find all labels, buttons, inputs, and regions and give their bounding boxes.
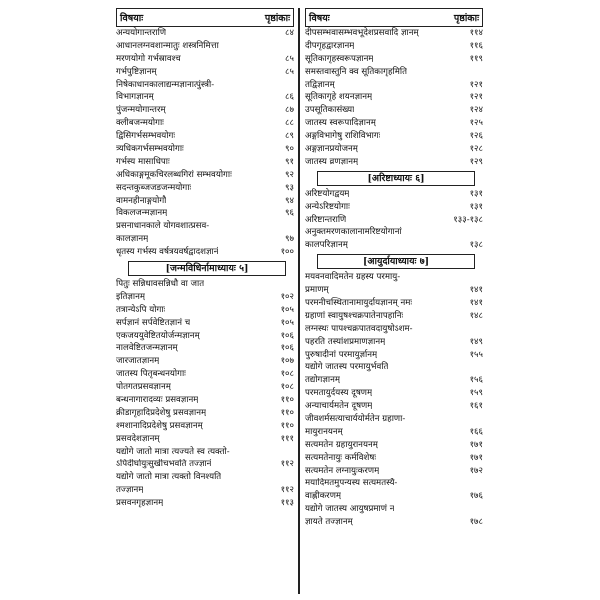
toc-entry-page: १२६	[469, 131, 483, 142]
toc-entry-title: कालपरिज्ञानम्	[305, 240, 348, 251]
toc-entry-page: ९४	[285, 195, 294, 206]
toc-entry	[305, 284, 483, 297]
toc-entry-title: तद्योगज्ञानम्	[305, 375, 341, 386]
toc-entry	[305, 117, 483, 130]
toc-entry-title: कालज्ञानम्	[116, 234, 149, 245]
toc-entry	[116, 446, 294, 459]
toc-entry-title: उपसूतिकासंख्या	[305, 105, 355, 116]
right-header-title: विषयः	[309, 13, 330, 24]
toc-entry	[305, 349, 483, 362]
toc-entry-title: यद्योगे जातस्य परमायुर्भवति	[305, 362, 389, 373]
toc-entry-title: क्लीबजन्मयोगाः	[116, 118, 164, 129]
toc-entry-page: १५६	[469, 375, 483, 386]
right-column-header	[305, 8, 483, 27]
toc-entry	[116, 220, 294, 233]
toc-entry-page: ११९	[469, 53, 483, 64]
toc-entry-title: तज्ज्ञानम्	[116, 485, 144, 496]
left-entries	[116, 27, 294, 259]
toc-entry-page: १७१	[469, 439, 483, 450]
toc-entry-page: १०५	[280, 304, 294, 315]
toc-entry	[305, 297, 483, 310]
toc-entry-title: परमतायुर्दयस्य दूषणम्	[305, 388, 373, 399]
toc-entry-page: ९६	[285, 208, 294, 219]
toc-entry-page: ८४	[285, 27, 294, 38]
toc-entry-page: ११३	[280, 498, 294, 509]
toc-entry	[116, 104, 294, 117]
toc-entry	[116, 317, 294, 330]
toc-entry-title: सदन्तकुब्जजडजन्मयोगाः	[116, 182, 192, 193]
toc-entry	[305, 104, 483, 117]
toc-entry-page: १३८	[469, 240, 483, 251]
toc-entry	[116, 394, 294, 407]
toc-entry-title: अन्ययोगान्तराणि	[116, 27, 167, 38]
toc-entry	[305, 156, 483, 169]
toc-entry-page: १६१	[469, 401, 483, 412]
toc-entry-page: १३१	[469, 188, 483, 199]
toc-entry	[305, 400, 483, 413]
toc-entry-page: १२१	[469, 79, 483, 90]
toc-entry	[305, 53, 483, 66]
toc-entry	[305, 188, 483, 201]
toc-entry-title: प्रसवनगृहज्ञानम्	[116, 498, 164, 509]
toc-entry	[305, 413, 483, 426]
toc-entry	[305, 239, 483, 252]
toc-entry-page: ९०	[285, 144, 294, 154]
toc-entry-title: यद्योगे जातस्य आयुषप्रमाणं न	[305, 504, 395, 515]
toc-entry-title: अरिष्टान्तराणि	[305, 214, 347, 225]
toc-entry-page: १११	[280, 433, 294, 444]
toc-entry-page: ८८	[285, 118, 294, 129]
toc-entry	[116, 117, 294, 130]
toc-entry-page: ८५	[285, 53, 294, 64]
toc-entry	[116, 91, 294, 104]
toc-entry-title: ऽपिदीर्घायुःसुखीचभवति तज्ज्ञानं	[116, 459, 212, 470]
toc-entry-title: अन्याचार्यमतेन दूषणम्	[305, 401, 373, 412]
toc-entry	[116, 278, 294, 291]
toc-entry-page: १२१	[469, 92, 483, 103]
toc-entry	[305, 27, 483, 40]
left-section-heading: [जन्मविधिर्नामाध्यायः ५]	[128, 261, 286, 276]
toc-entry-page: १७६	[469, 491, 483, 502]
toc-entry-title: सूतिकागृहे शयनज्ञानम्	[305, 92, 373, 103]
toc-entry	[305, 271, 483, 284]
toc-entry-page: ११४	[469, 27, 483, 38]
toc-entry-title: यद्योगे जातो मात्रा त्यक्तो विनश्यति	[116, 472, 222, 483]
right-entries-3	[305, 271, 483, 529]
toc-entry	[116, 368, 294, 381]
toc-entry-page: १७२	[469, 465, 483, 476]
toc-entry	[305, 201, 483, 214]
toc-entry-page: १७१	[469, 452, 483, 463]
left-entries-2	[116, 278, 294, 510]
toc-entry	[116, 355, 294, 368]
column-divider	[298, 8, 300, 594]
toc-entry	[305, 40, 483, 53]
toc-entry-page: ११२	[280, 485, 294, 496]
toc-entry-title: सर्पज्ञानं सर्पवेष्टितज्ञानं च	[116, 317, 191, 328]
toc-entry-page: १०२	[280, 291, 294, 302]
toc-entry	[305, 91, 483, 104]
toc-entry-title: आधानलग्नवशान्मातुः शस्त्रनिमित्ता	[116, 40, 219, 51]
toc-entry	[305, 374, 483, 387]
right-entries	[305, 27, 483, 169]
toc-entry-page: १५५	[469, 349, 483, 360]
toc-entry-page: १२५	[469, 118, 483, 129]
toc-entry-page: ११०	[280, 395, 294, 406]
toc-entry-title: अनुक्तमरणकालानामरिष्टयोगानां	[305, 227, 402, 238]
toc-entry-title: धृतस्य गर्भस्य वर्षत्रयवर्षद्वादशज्ञानं	[116, 247, 219, 258]
toc-entry	[305, 387, 483, 400]
toc-entry-page: १३१	[469, 201, 483, 212]
toc-entry-title: प्रमाणम्	[305, 285, 329, 296]
toc-entry-page: १०७	[280, 356, 294, 367]
toc-entry-page: १६६	[469, 426, 483, 437]
left-column-header	[116, 8, 294, 27]
toc-entry	[116, 79, 294, 92]
toc-entry-title: अङ्गविभागेषु राशिविभागः	[305, 131, 381, 142]
toc-entry-title: अरिष्टयोगद्वयम्	[305, 188, 350, 199]
toc-entry	[116, 291, 294, 304]
toc-entry	[305, 323, 483, 336]
toc-entry-page: ८७	[285, 105, 294, 116]
toc-entry	[116, 381, 294, 394]
right-section-heading-2: [आयुर्दायाध्यायः ७]	[317, 254, 475, 269]
toc-entry	[116, 169, 294, 182]
toc-entry-title: पुरुषादीनां परमायुर्ज्ञानम्	[305, 349, 378, 360]
toc-entry-page: ९७	[285, 234, 294, 245]
toc-entry	[305, 214, 483, 227]
toc-entry-page: १७८	[469, 517, 483, 528]
toc-entry-title: पोतगतप्रसवज्ञानम्	[116, 382, 171, 393]
toc-entry	[116, 304, 294, 317]
toc-entry-title: गर्भपुष्टिज्ञानम्	[116, 66, 157, 77]
toc-entry	[305, 465, 483, 478]
toc-entry	[305, 336, 483, 349]
toc-entry	[116, 433, 294, 446]
toc-entry-title: मयवनवादिमतेन ग्रहस्य परमायु-	[305, 272, 401, 283]
toc-entry	[305, 439, 483, 452]
toc-entry-title: इतिज्ञानम्	[116, 291, 145, 302]
toc-entry-title: सत्यमतेनायुः कर्मविशेषः	[305, 452, 377, 463]
toc-entry-title: वामनहीनाङ्गयोगौ	[116, 195, 167, 206]
toc-entry	[305, 516, 483, 529]
toc-entry-page: १०६	[280, 343, 294, 354]
toc-entry-title: दीपसम्भवासम्भवभूदेशप्रसवादि ज्ञानम्	[305, 27, 419, 38]
toc-entry	[116, 182, 294, 195]
toc-entry	[305, 490, 483, 503]
toc-entry-page: १४९	[469, 336, 483, 347]
toc-entry-title: जातस्य पितृबन्धनयोगाः	[116, 369, 186, 380]
toc-entry	[116, 471, 294, 484]
toc-entry-page: १२४	[469, 105, 483, 116]
toc-entry-page: १००	[280, 247, 294, 258]
toc-entry-title: अन्येऽरिष्टयोगाः	[305, 201, 350, 212]
toc-entry-title: द्विसिगर्भसम्भवयोगः	[116, 131, 176, 142]
toc-entry-title: अङ्गज्ञानप्रयोजनम्	[305, 144, 358, 154]
toc-entry-page: १२९	[469, 156, 483, 167]
toc-entry	[116, 195, 294, 208]
toc-entry-page: १४१	[469, 298, 483, 309]
toc-entry-page: ११२	[280, 459, 294, 470]
toc-entry	[116, 66, 294, 79]
toc-entry-page: १०६	[280, 330, 294, 341]
toc-entry-page: ९१	[285, 156, 294, 167]
toc-entry-title: जातस्य व्रणज्ञानम्	[305, 156, 359, 167]
toc-entry	[305, 361, 483, 374]
toc-entry-title: पहरति तस्यांशप्रमाणज्ञानम्	[305, 336, 386, 347]
toc-entry-title: समस्तवास्तुनि क्व सूतिकागृहमिति	[305, 66, 408, 77]
toc-entry-title: विभागज्ञानम्	[116, 92, 154, 103]
toc-entry-title: एकजययुवेष्टितयोर्जन्मज्ञानम्	[116, 330, 200, 341]
toc-entry-title: सत्यमतेन लग्नायुःकरणम्	[305, 465, 380, 476]
toc-entry-title: सूतिकागृहस्वरूपज्ञानम्	[305, 53, 374, 64]
toc-entry	[116, 156, 294, 169]
toc-entry-page: १०५	[280, 317, 294, 328]
toc-entry-page: ८९	[285, 131, 294, 142]
toc-entry-title: त्र्यधिकगर्भसम्भवयोगाः	[116, 144, 184, 154]
toc-entry-page: ११६	[469, 40, 483, 51]
toc-entry	[305, 503, 483, 516]
toc-entry-title: पुंजन्मयोगान्तरम्	[116, 105, 166, 116]
toc-entry-page: ८६	[285, 92, 294, 103]
toc-entry	[116, 40, 294, 53]
toc-entry-title: गर्भस्य मासाधिपाः	[116, 156, 170, 167]
toc-entry-page: ११०	[280, 420, 294, 431]
toc-entry	[116, 233, 294, 246]
toc-entry-page: ९३	[285, 182, 294, 193]
toc-entry-title: प्रसवदेशज्ञानम्	[116, 433, 160, 444]
toc-entry-title: जारजातज्ञानम्	[116, 356, 160, 367]
toc-entry-title: तद्विज्ञानम्	[305, 79, 335, 90]
toc-entry-page: ११०	[280, 407, 294, 418]
toc-entry-title: नालवेष्टितजन्मज्ञानम्	[116, 343, 178, 354]
toc-entry-title: सत्यमतेन ग्रहायुरानयनम्	[305, 439, 378, 450]
toc-entry	[116, 53, 294, 66]
right-section-heading: [अरिष्टाध्यायः ६]	[317, 171, 475, 186]
left-header-title: विषयाः	[120, 13, 144, 24]
toc-entry	[305, 310, 483, 323]
toc-entry	[116, 497, 294, 510]
toc-entry-page: १४८	[469, 310, 483, 321]
toc-entry-title: मायुरानयनम्	[305, 426, 343, 437]
toc-entry	[116, 207, 294, 220]
toc-entry-page: १५९	[469, 388, 483, 399]
toc-entry	[116, 484, 294, 497]
toc-entry-title: यद्योगे जातो मात्रा त्यज्यते स्व त्यक्तो-	[116, 446, 230, 457]
toc-entry-title: वाह्णीकरणम्	[305, 491, 342, 502]
toc-entry-page: ८५	[285, 66, 294, 77]
toc-entry	[116, 330, 294, 343]
toc-entry-title: जीवशर्मसत्याचार्ययोर्मतेन ग्रहाणा-	[305, 414, 406, 425]
toc-entry	[305, 66, 483, 79]
toc-entry-title: ग्रहाणां स्वायुषश्चक्रपातेनापहानिः	[305, 310, 404, 321]
toc-entry-title: लग्नस्थः पापश्चक्रपातवदायुषोऽशम-	[305, 323, 413, 334]
toc-entry	[116, 246, 294, 259]
toc-entry-page: १०८	[280, 369, 294, 380]
toc-entry	[116, 130, 294, 143]
toc-entry	[116, 342, 294, 355]
toc-entry-title: विकलजन्मज्ञानम्	[116, 208, 168, 219]
toc-entry	[116, 459, 294, 472]
toc-entry-title: पितुः सन्निधावसन्निधौ वा जात	[116, 279, 205, 290]
toc-entry-title: परमनीचस्थितानामायुर्दायज्ञानम् नमः	[305, 298, 413, 309]
toc-entry	[116, 407, 294, 420]
toc-entry-title: प्रसनाधानकाले योगवशात्प्रसव-	[116, 221, 210, 232]
toc-entry-title: ज्ञायते तज्ज्ञानम्	[305, 517, 353, 528]
right-header-page: पृष्ठांकाः	[453, 13, 479, 24]
toc-entry-page: ९२	[285, 169, 294, 180]
toc-entry-page: १२८	[469, 144, 483, 154]
left-header-page: पृष्ठांकाः	[264, 13, 290, 24]
toc-entry-page: १३३-१३८	[453, 214, 483, 225]
toc-entry-title: बन्धनागारादव्यः प्रसवज्ञानम्	[116, 395, 199, 406]
toc-entry	[305, 478, 483, 491]
toc-entry-title: निषेकाधानकालाद्यन्मज्ञानात्पुंस्त्री-	[116, 79, 215, 90]
right-entries-2	[305, 188, 483, 252]
toc-entry	[305, 143, 483, 156]
right-column	[305, 8, 483, 529]
toc-entry	[116, 27, 294, 40]
toc-entry-page: १४१	[469, 285, 483, 296]
left-column	[116, 8, 294, 510]
toc-entry	[305, 79, 483, 92]
toc-entry	[305, 226, 483, 239]
toc-entry	[116, 420, 294, 433]
toc-entry	[305, 426, 483, 439]
toc-entry-page: १०८	[280, 382, 294, 393]
toc-entry	[305, 452, 483, 465]
toc-entry-title: जातस्य स्वरूपादिज्ञानम्	[305, 118, 376, 129]
toc-entry-title: क्रीडागृहादिप्रदेशेषु प्रसवज्ञानम्	[116, 407, 207, 418]
toc-entry-title: तत्रान्येऽपि योगाः	[116, 304, 166, 315]
toc-entry	[116, 143, 294, 156]
toc-entry-title: दीपगृहद्वारज्ञानम्	[305, 40, 355, 51]
toc-entry-title: मरणयोगो गर्भस्रावश्च	[116, 53, 181, 64]
toc-entry	[305, 130, 483, 143]
toc-entry-title: अधिकाङ्गमूकचिरलब्धगिरां सम्भवयोगाः	[116, 169, 232, 180]
toc-entry-title: मयादिमतमुपन्यस्य सत्यमतस्यै-	[305, 478, 398, 489]
toc-entry-title: श्मशानादिप्रदेशेषु प्रसवज्ञानम्	[116, 420, 203, 431]
